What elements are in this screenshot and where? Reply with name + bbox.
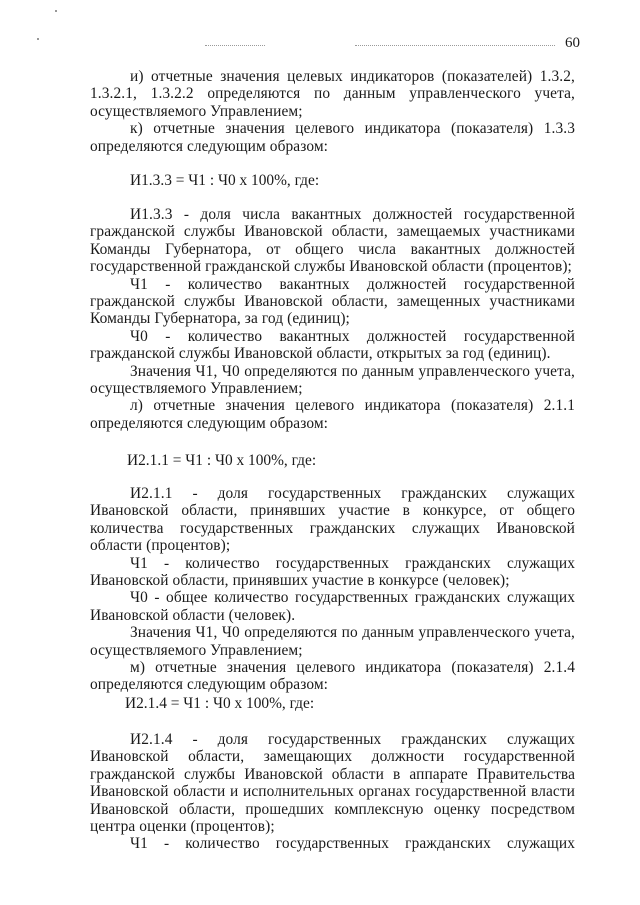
- paragraph: Ч0 - общее количество государственных гражданских служащих Ивановской области (человек).: [90, 589, 575, 624]
- paragraph: Значения Ч1, Ч0 определяются по данным управленческого учета, осуществляемого Управлением;: [90, 362, 575, 398]
- scan-speck: [55, 10, 57, 12]
- formula: И1.3.3 = Ч1 : Ч0 х 100%, где:: [130, 172, 320, 189]
- page-number: 60: [565, 35, 580, 51]
- paragraph: к) отчетные значения целевого индикатора (показателя) 1.3.3 определяются следующим образом:: [90, 120, 575, 155]
- text-block-1: [90, 68, 575, 155]
- text-block-2: [90, 206, 575, 432]
- paragraph: И1.3.3 - доля числа вакантных должностей государственной гражданской службы Ивановской области, замещаемых участниками Команды Губернатора, от общего числа вакантных должностей государственной гражданской службы Ивановской области (процентов);: [90, 206, 575, 276]
- scan-dotted-line: [355, 45, 555, 47]
- paragraph: И2.1.4 - доля государственных гражданских служащих Ивановской области, замещающих должности государственной гражданской службы Ивановской области в аппарате Правительства Ивановской области и исполнительных органах государственной власти Ивановской области, прошедших комплексную оценку посредством центра оценки (процентов);: [90, 731, 575, 836]
- text-block-3: [90, 485, 575, 694]
- paragraph: Ч1 - количество государственных гражданских служащих Ивановской области, принявших участие в конкурсе (человек);: [90, 554, 575, 590]
- paragraph: и) отчетные значения целевых индикаторов (показателей) 1.3.2, 1.3.2.1, 1.3.2.2 определяются по данным управленческого учета, осуществляемого Управлением;: [90, 68, 575, 120]
- paragraph: м) отчетные значения целевого индикатора (показателя) 2.1.4 определяются следующим образом:: [90, 659, 575, 694]
- paragraph: Ч1 - количество государственных гражданских служащих: [130, 835, 575, 853]
- paragraph: Ч0 - количество вакантных должностей государственной гражданской службы Ивановской области, открытых за год (единиц).: [90, 327, 575, 363]
- text-block-4: [90, 731, 575, 853]
- formula: И2.1.4 = Ч1 : Ч0 х 100%, где:: [125, 695, 315, 712]
- paragraph: л) отчетные значения целевого индикатора (показателя) 2.1.1 определяются следующим образом:: [90, 397, 575, 432]
- paragraph: И2.1.1 - доля государственных гражданских служащих Ивановской области, принявших участие в конкурсе, от общего количества государственных гражданских служащих Ивановской области (процентов);: [90, 485, 575, 555]
- paragraph: Ч1 - количество вакантных должностей государственной гражданской службы Ивановской области, замещенных участниками Команды Губернатора, за год (единиц);: [90, 275, 575, 328]
- formula: И2.1.1 = Ч1 : Ч0 х 100%, где:: [127, 452, 317, 469]
- scan-dotted-line: [205, 45, 265, 47]
- paragraph: Значения Ч1, Ч0 определяются по данным управленческого учета, осуществляемого Управлением;: [90, 624, 575, 659]
- scan-speck: [37, 38, 39, 40]
